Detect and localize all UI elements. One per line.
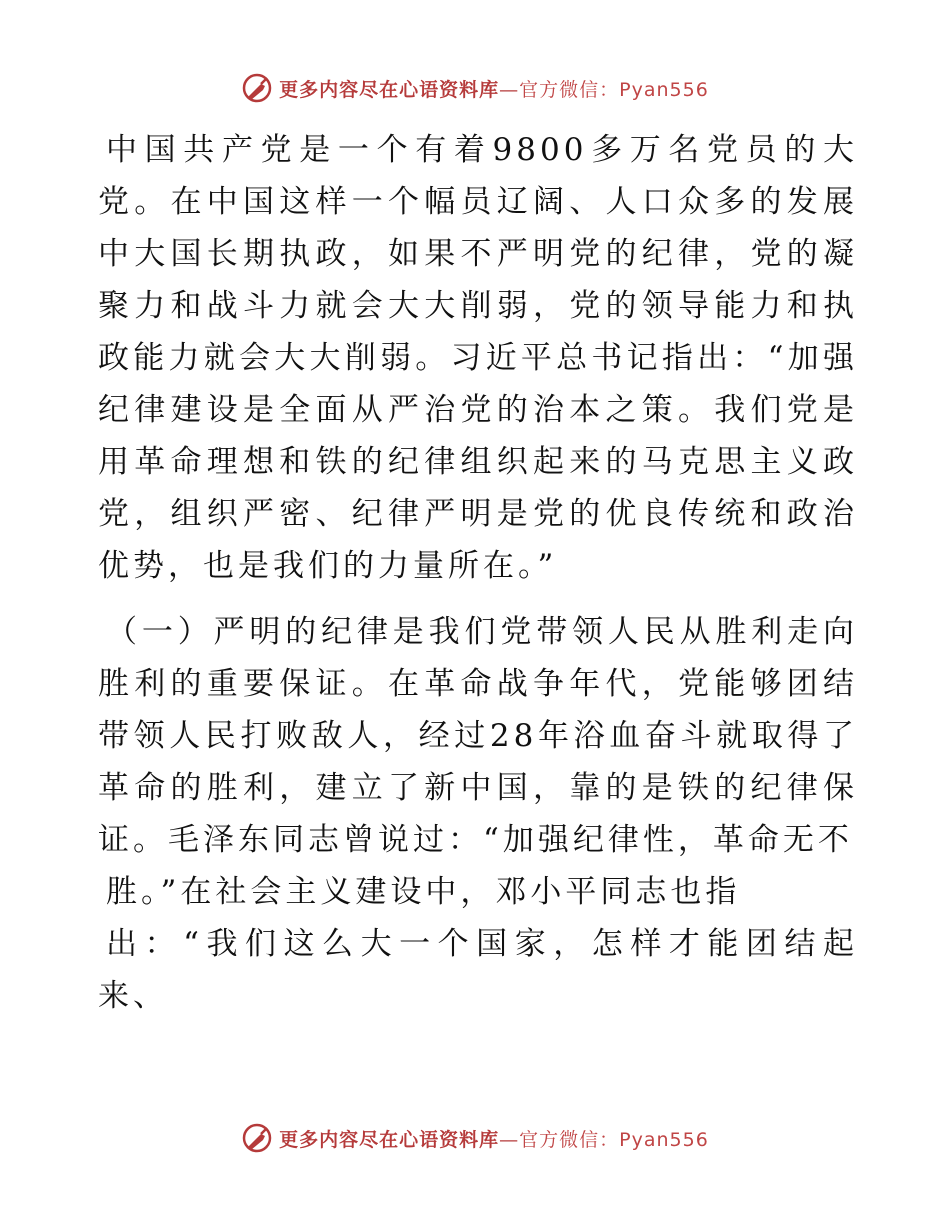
paragraph-1: 中国共产党是一个有着9800多万名党员的大党。在中国这样一个幅员辽阔、人口众多的发展中大国长期执政，如果不严明党的纪律，党的凝聚力和战斗力就会大大削弱，党的领导能力和执政能力就会大大削弱。习近平总书记指出：“加强纪律建设是全面从严治党的治本之策。我们党是用革命理想和铁的纪律组织起来的马克思主义政党，组织严密、纪律严明是党的优良传统和政治优势，也是我们的力量所在。” [98, 132, 858, 584]
header-watermark [0, 70, 950, 106]
watermark-contact: 官方微信：Pyan556 [519, 78, 709, 101]
watermark-text [279, 75, 709, 102]
watermark-separator: — [499, 1128, 520, 1151]
watermark-site: 更多内容尽在心语资料库 [279, 78, 500, 101]
document-body [98, 124, 858, 1022]
paragraph-2-line-c: 出：“我们这么大一个国家，怎样才能团结起来、 [98, 926, 858, 1014]
footer-watermark [0, 1120, 950, 1156]
pen-logo-icon [241, 1122, 273, 1154]
watermark-contact: 官方微信：Pyan556 [519, 1128, 709, 1151]
watermark-separator: — [499, 78, 520, 101]
pen-logo-icon [241, 72, 273, 104]
paragraph-2-line-a: （一）严明的纪律是我们党带领人民从胜利走向胜利的重要保证。在革命战争年代，党能够团结带领人民打败敌人，经过28年浴血奋斗就取得了革命的胜利，建立了新中国，靠的是铁的纪律保证。毛泽东同志曾说过：“加强纪律性，革命无不 [98, 614, 858, 858]
paragraph-2 [98, 606, 858, 1022]
watermark-site: 更多内容尽在心语资料库 [279, 1128, 500, 1151]
watermark-text [279, 1125, 709, 1152]
paragraph-2-line-b: 胜。”在社会主义建设中，邓小平同志也指 [106, 874, 741, 910]
